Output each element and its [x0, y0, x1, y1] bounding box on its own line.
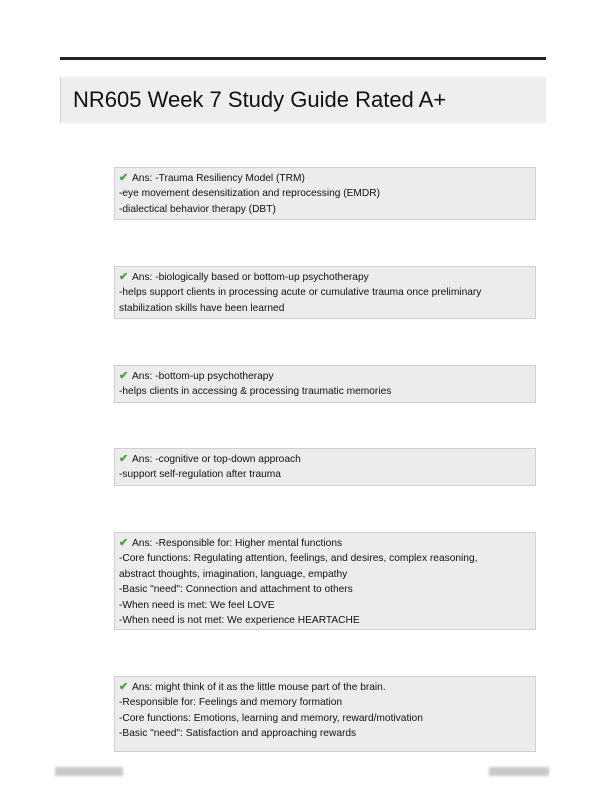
checkmark-icon: ✔: [119, 537, 129, 549]
answer-line: -Responsible for: Feelings and memory formation: [119, 697, 343, 709]
answer-line: -dialectical behavior therapy (DBT): [119, 203, 276, 215]
answer-line: ✔ Ans: -Trauma Resiliency Model (TRM): [119, 171, 535, 186]
footer-left-blurred: [55, 767, 123, 776]
answer-line: ✔ Ans: -Responsible for: Higher mental functions: [119, 536, 535, 551]
top-divider: [60, 57, 546, 60]
answer-box-3: [114, 365, 536, 403]
checkmark-icon: ✔: [119, 370, 129, 382]
answer-line: ✔ Ans: might think of it as the little mouse part of the brain.: [119, 680, 535, 695]
answer-box-5: [114, 532, 536, 630]
answer-line: ✔ Ans: -bottom-up psychotherapy: [119, 369, 535, 384]
answer-line: -Core functions: Emotions, learning and memory, reward/motivation: [119, 712, 423, 724]
answer-line: ✔ Ans: -cognitive or top-down approach: [119, 452, 535, 467]
answer-line: -support self-regulation after trauma: [119, 469, 281, 481]
checkmark-icon: ✔: [119, 172, 129, 184]
answer-line: -Basic "need": Satisfaction and approaching rewards: [119, 728, 357, 740]
answer-line: -Core functions: Regulating attention, feelings, and desires, complex reasoning,: [119, 553, 478, 565]
answer-line: -When need is not met: We experience HEARTACHE: [119, 615, 360, 627]
answer-box-2: [114, 266, 536, 319]
answer-line: -eye movement desensitization and reprocessing (EMDR): [119, 188, 381, 200]
answer-line: -helps support clients in processing acute or cumulative trauma once preliminary: [119, 287, 482, 299]
footer-right-blurred: [489, 767, 549, 776]
answer-box-4: [114, 448, 536, 486]
page-title: NR605 Week 7 Study Guide Rated A+: [73, 87, 447, 112]
answer-box-6: [114, 676, 536, 752]
answer-line: -helps clients in accessing & processing traumatic memories: [119, 386, 392, 398]
answer-line: stabilization skills have been learned: [119, 302, 285, 314]
checkmark-icon: ✔: [119, 681, 129, 693]
checkmark-icon: ✔: [119, 271, 129, 283]
answer-line: abstract thoughts, imagination, language, empathy: [119, 568, 348, 580]
answer-line: -When need is met: We feel LOVE: [119, 599, 275, 611]
checkmark-icon: ✔: [119, 453, 129, 465]
title-banner: [60, 77, 546, 123]
answer-box-1: [114, 167, 536, 220]
answer-line: -Basic "need": Connection and attachment to others: [119, 584, 353, 596]
answer-line: ✔ Ans: -biologically based or bottom-up psychotherapy: [119, 270, 535, 285]
